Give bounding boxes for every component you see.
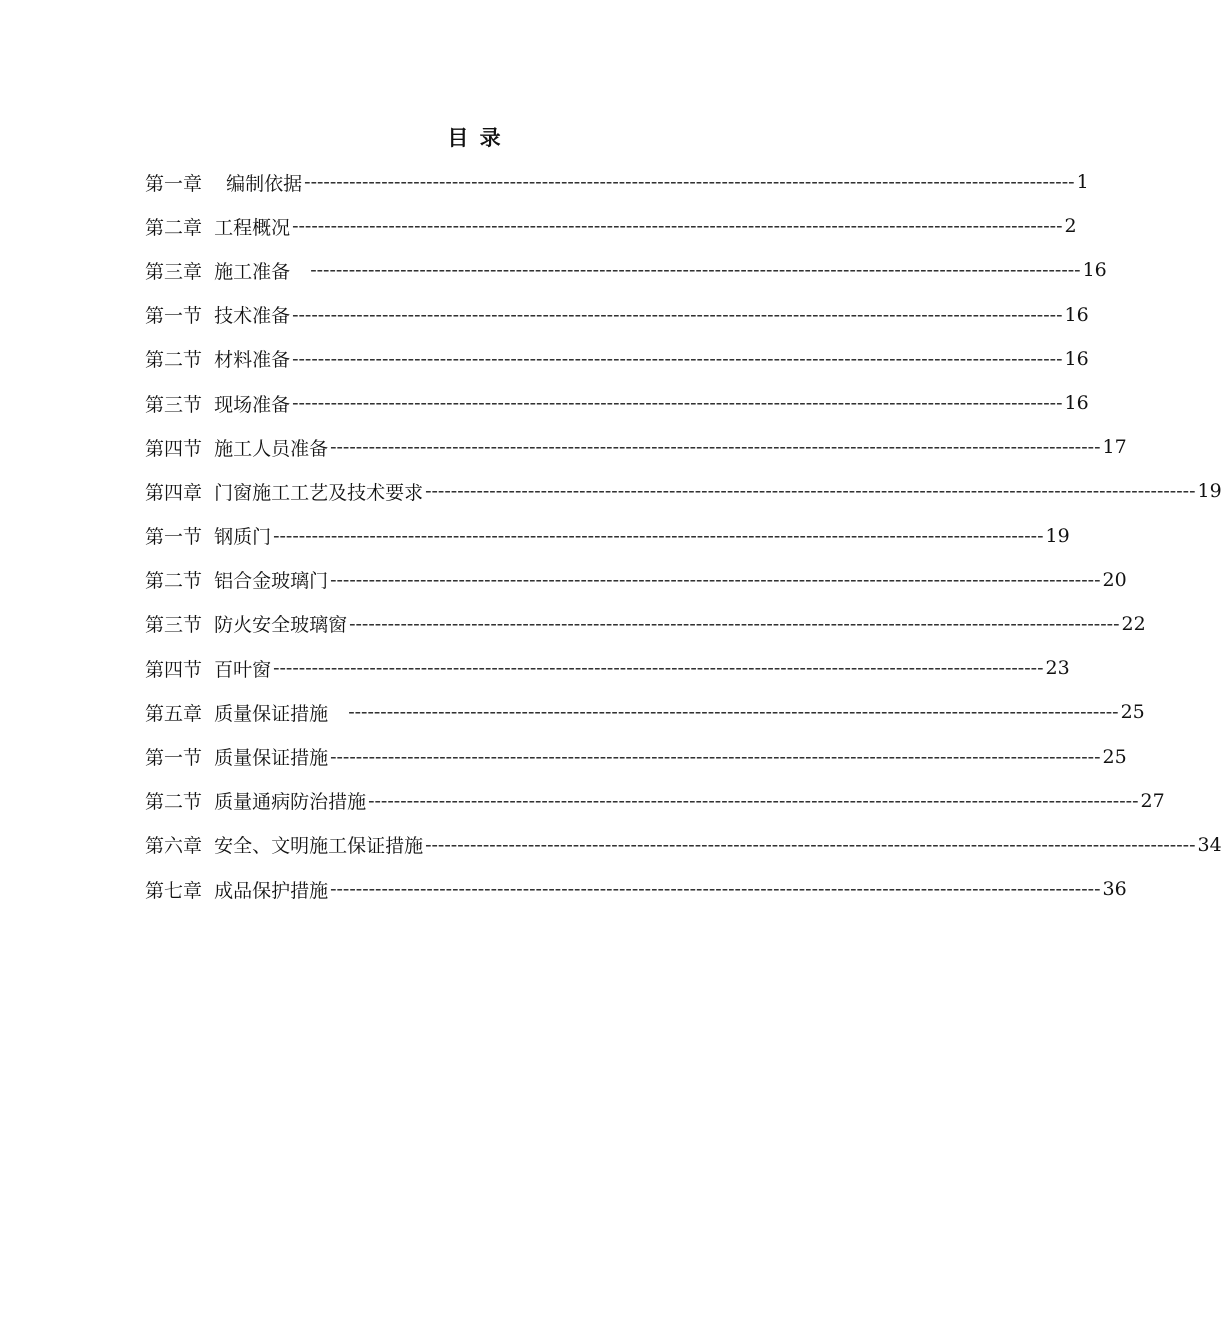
toc-entry-label: 第二节 材料准备 <box>145 349 291 372</box>
table-of-contents <box>145 160 1222 911</box>
toc-entry-page-number: 34 <box>1197 833 1222 856</box>
page-title: 目 录 <box>447 125 503 150</box>
toc-dot-leader: ------------------------------------------------------------------------------------------------------------------------ <box>330 745 1101 768</box>
toc-dot-leader: ------------------------------------------------------------------------------------------------------------------------ <box>273 657 1044 680</box>
toc-entry-label: 第四节 施工人员准备 <box>145 437 329 460</box>
toc-dot-leader: ------------------------------------------------------------------------------------------------------------------------ <box>348 701 1119 724</box>
toc-entry[interactable] <box>145 690 1145 734</box>
toc-entry-page-number: 25 <box>1102 745 1127 768</box>
toc-entry-label: 第一节 钢质门 <box>145 526 272 549</box>
toc-entry-page-number: 19 <box>1045 524 1070 547</box>
toc-entry-label: 第六章 安全、文明施工保证措施 <box>145 835 424 858</box>
toc-entry-label: 第四节 百叶窗 <box>145 658 272 681</box>
toc-entry-page-number: 36 <box>1102 878 1127 901</box>
toc-dot-leader: ------------------------------------------------------------------------------------------------------------------------ <box>310 259 1081 282</box>
toc-dot-leader: ------------------------------------------------------------------------------------------------------------------------ <box>292 215 1063 238</box>
toc-entry-label: 第二节 质量通病防治措施 <box>145 791 367 814</box>
toc-entry-page-number: 22 <box>1121 612 1146 635</box>
toc-entry[interactable] <box>145 823 1222 867</box>
toc-entry-page-number: 16 <box>1064 392 1089 415</box>
toc-dot-leader: ------------------------------------------------------------------------------------------------------------------------ <box>292 392 1063 415</box>
toc-entry-label: 第四章 门窗施工工艺及技术要求 <box>145 481 424 504</box>
toc-entry-label: 第一节 质量保证措施 <box>145 747 329 770</box>
toc-entry-label: 第三节 现场准备 <box>145 393 291 416</box>
toc-entry[interactable] <box>145 779 1165 823</box>
toc-entry-label: 第三节 防火安全玻璃窗 <box>145 614 348 637</box>
toc-entry[interactable] <box>145 602 1146 646</box>
toc-dot-leader: ------------------------------------------------------------------------------------------------------------------------ <box>368 789 1139 812</box>
toc-dot-leader: ------------------------------------------------------------------------------------------------------------------------ <box>330 568 1101 591</box>
toc-dot-leader: ------------------------------------------------------------------------------------------------------------------------ <box>425 480 1196 503</box>
toc-entry[interactable] <box>145 646 1070 690</box>
toc-dot-leader: ------------------------------------------------------------------------------------------------------------------------ <box>292 303 1063 326</box>
toc-entry-label: 第三章 施工准备 <box>145 260 309 283</box>
toc-entry[interactable] <box>145 734 1127 778</box>
toc-entry[interactable] <box>145 558 1127 602</box>
toc-entry[interactable] <box>145 293 1089 337</box>
toc-entry-page-number: 20 <box>1102 568 1127 591</box>
toc-entry[interactable] <box>145 425 1127 469</box>
toc-entry[interactable] <box>145 381 1089 425</box>
toc-entry-label: 第七章 成品保护措施 <box>145 879 329 902</box>
toc-entry[interactable] <box>145 337 1089 381</box>
toc-entry-page-number: 27 <box>1140 789 1165 812</box>
toc-entry-page-number: 16 <box>1064 303 1089 326</box>
toc-dot-leader: ------------------------------------------------------------------------------------------------------------------------ <box>273 524 1044 547</box>
toc-entry-label: 第二章 工程概况 <box>145 216 291 239</box>
toc-entry-page-number: 17 <box>1102 436 1127 459</box>
toc-entry-page-number: 23 <box>1045 657 1070 680</box>
toc-entry[interactable] <box>145 469 1222 513</box>
toc-dot-leader: ------------------------------------------------------------------------------------------------------------------------ <box>292 347 1063 370</box>
toc-dot-leader: ------------------------------------------------------------------------------------------------------------------------ <box>425 833 1196 856</box>
toc-entry-label: 第二节 铝合金玻璃门 <box>145 570 329 593</box>
toc-entry-page-number: 2 <box>1064 215 1077 238</box>
toc-dot-leader: ------------------------------------------------------------------------------------------------------------------------ <box>330 436 1101 459</box>
toc-entry[interactable] <box>145 867 1127 911</box>
toc-entry-label: 第一节 技术准备 <box>145 305 291 328</box>
toc-entry[interactable] <box>145 514 1070 558</box>
toc-entry-page-number: 1 <box>1076 171 1089 194</box>
toc-dot-leader: ------------------------------------------------------------------------------------------------------------------------ <box>304 171 1075 194</box>
toc-entry-page-number: 16 <box>1064 347 1089 370</box>
toc-entry-label: 第五章 质量保证措施 <box>145 702 347 725</box>
toc-entry-page-number: 19 <box>1197 480 1222 503</box>
toc-entry[interactable] <box>145 160 1089 204</box>
toc-entry[interactable] <box>145 248 1107 292</box>
toc-entry-page-number: 16 <box>1082 259 1107 282</box>
toc-entry-page-number: 25 <box>1120 701 1145 724</box>
toc-entry[interactable] <box>145 204 1077 248</box>
toc-entry-label: 第一章 编制依据 <box>145 172 303 195</box>
toc-dot-leader: ------------------------------------------------------------------------------------------------------------------------ <box>330 878 1101 901</box>
toc-dot-leader: ------------------------------------------------------------------------------------------------------------------------ <box>349 612 1120 635</box>
